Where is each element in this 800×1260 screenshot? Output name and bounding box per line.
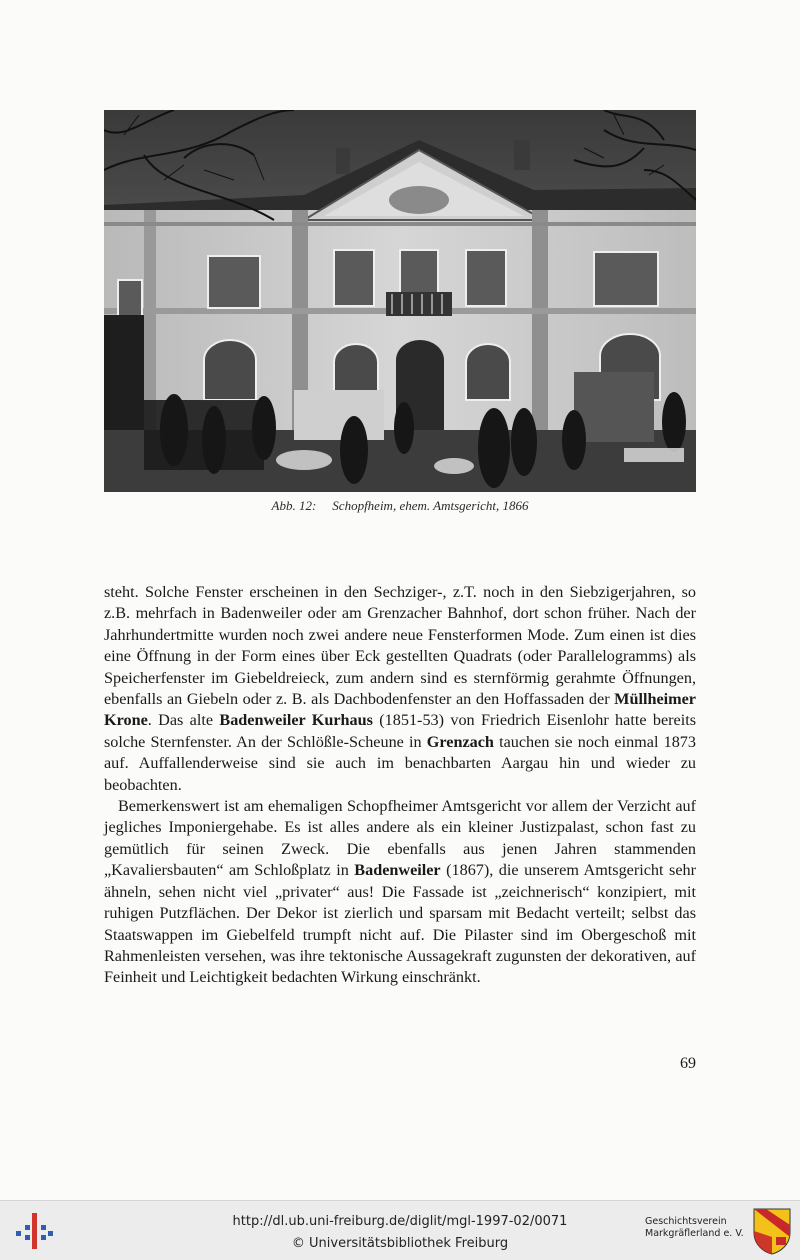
paragraph-2: Bemerkenswert ist am ehemaligen Schopfheimer Amtsgericht vor allem der Verzicht auf jegliches Imponiergehabe. Es ist alles andere als ein kleiner Justizpalast, schon fast zu gemütlich für seinen Zweck. Die ebenfalls aus jenen Jahren stammenden „Kavaliersbauten“ am Schloßplatz in Badenweiler (1867), die unserem Amtsgericht sehr ähneln, sehen nicht viel „privater“ aus! Die Fassade ist „zeichnerisch“ konzipiert, mit ruhigen Putzflächen. Der Dekor ist zierlich und sparsam mit Bedacht verteilt; selbst das Staatswappen im Giebelfeld trumpft nicht auf. Die Pilaster sind im Obergeschoß mit Rahmenleisten versehen, was ihre tektonische Aussagekraft zugunsten der dekorativen, auf Feinheit und Leichtigkeit bedachten Wirkung einschränkt. [104,797,696,987]
building-photo [104,110,696,492]
coat-of-arms-icon [752,1207,792,1255]
bold-badenweiler: Badenweiler [354,861,441,880]
footer-copyright: © Universitätsbibliothek Freiburg [291,1236,509,1251]
caption-text: Schopfheim, ehem. Amtsgericht, 1866 [332,498,529,513]
figure-caption [104,498,696,514]
bold-grenzach: Grenzach [426,732,494,751]
bold-badenweiler-kurhaus: Badenweiler Kurhaus [219,711,373,730]
footer-url-link[interactable]: http://dl.ub.uni-freiburg.de/diglit/mgl-1997-02/0071 [232,1214,568,1229]
bold-muellheimer-krone: Müllheimer Krone [104,690,696,730]
page-number: 69 [680,1055,696,1072]
footer-bar [0,1200,800,1260]
paragraph-1: steht. Solche Fenster erscheinen in den Sechziger-, z.T. noch in den Siebzigerjahren, so z.B. mehrfach in Badenweiler oder am Grenzacher Bahnhof, dort schon früher. Nach der Jahrhundertmitte wurden noch zwei andere neue Fensterformen Mode. Zum einen ist dies eine Öffnung in der Form eines über Eck gestellten Quadrats (oder Parallelogramms) als Speicherfenster im Giebeldreieck, zum andern sind es sternförmig gerahmte Öffnungen, ebenfalls an Giebeln oder z. B. als Dachbodenfenster an den Hoffassaden der Müllheimer Krone. Das alte Badenweiler Kurhaus (1851-53) von Friedrich Eisenlohr hatte bereits solche Sternfenster. An der Schlößle-Scheune in Grenzach tauchen sie noch einmal 1873 auf. Auffallenderweise sind sie auch im benachbarten Aargau hin und wieder zu beobachten. [104,583,697,794]
association-name: Geschichtsverein Markgräflerland e. V. [645,1216,744,1239]
caption-label: Abb. 12: [271,498,317,513]
body-text [104,582,696,989]
